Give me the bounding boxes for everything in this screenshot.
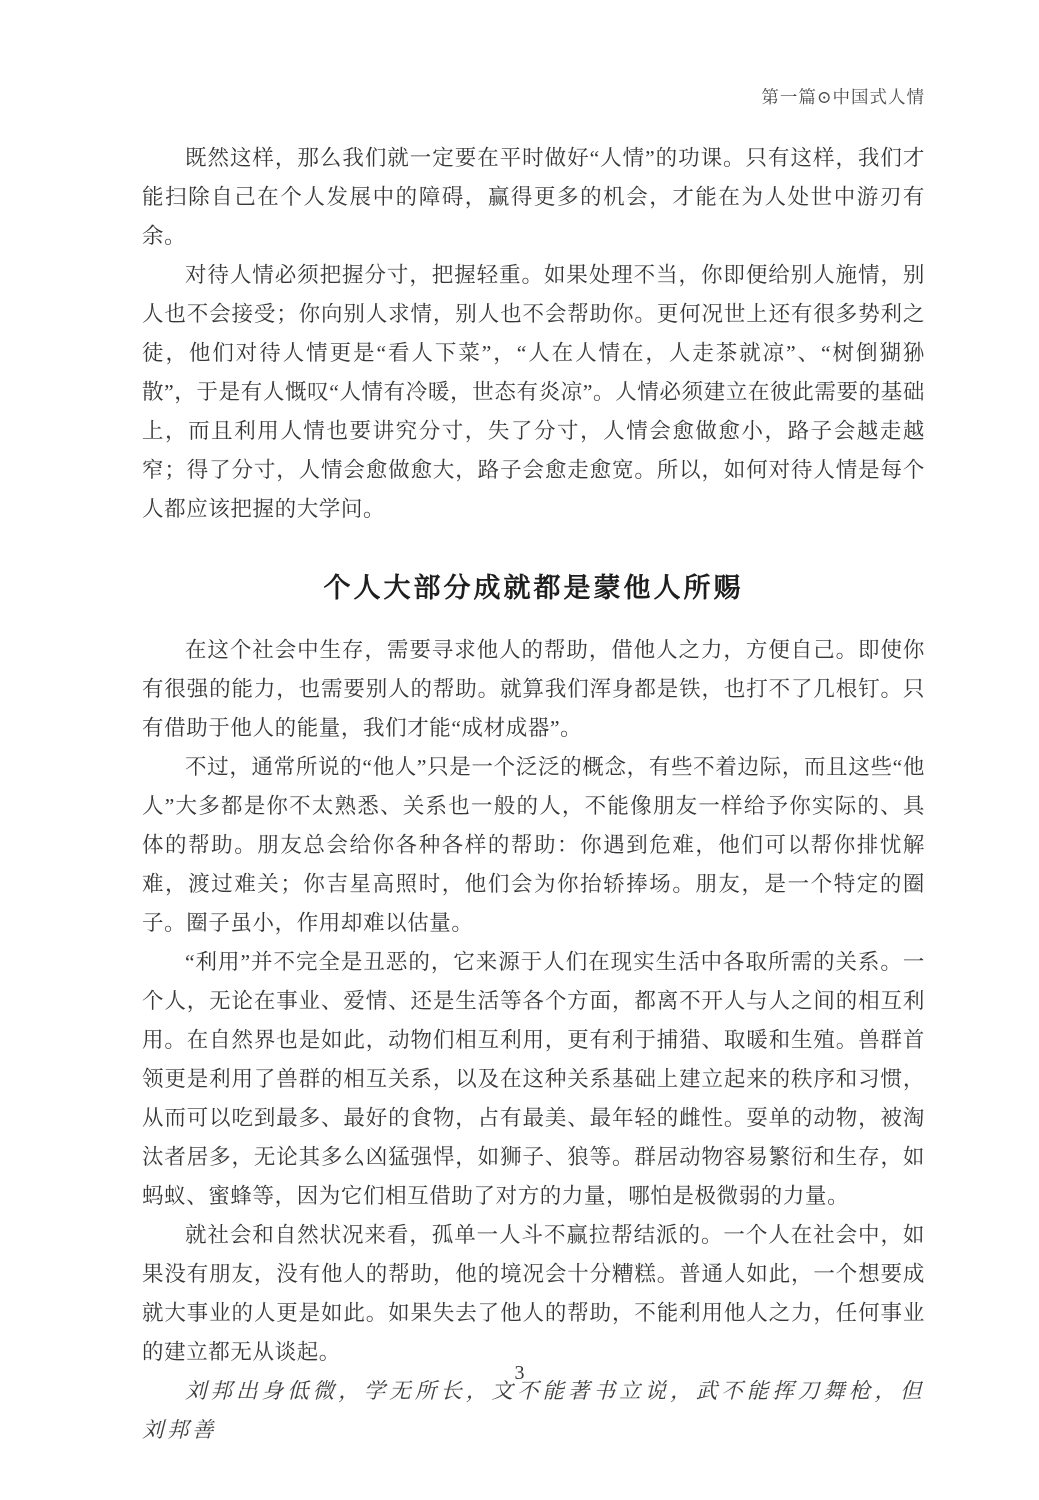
quote-paragraph: 刘邦出身低微，学无所长，文不能著书立说，武不能挥刀舞枪，但刘邦善 xyxy=(142,1379,925,1442)
section-heading: 个人大部分成就都是蒙他人所赐 xyxy=(323,573,744,603)
body-paragraph: 就社会和自然状况来看，孤单一人斗不赢拉帮结派的。一个人在社会中，如果没有朋友，没有他人的帮助，他的境况会十分糟糕。普通人如此，一个想要成就大事业的人更是如此。如果失去了他人的帮助，不能利用他人之力，任何事业的建立都无从谈起。 xyxy=(142,1223,925,1364)
running-head: 第一篇⊙中国式人情 xyxy=(761,87,925,107)
body-paragraph: “利用”并不完全是丑恶的，它来源于人们在现实生活中各取所需的关系。一个人，无论在事业、爱情、还是生活等各个方面，都离不开人与人之间的相互利用。在自然界也是如此，动物们相互利用，更有利于捕猎、取暖和生殖。兽群首领更是利用了兽群的相互关系，以及在这种关系基础上建立起来的秩序和习惯，从而可以吃到最多、最好的食物，占有最美、最年轻的雌性。耍单的动物，被淘汰者居多，无论其多么凶猛强悍，如狮子、狼等。群居动物容易繁衍和生存，如蚂蚁、蜜蜂等，因为它们相互借助了对方的力量，哪怕是极微弱的力量。 xyxy=(142,950,925,1208)
body-paragraph: 在这个社会中生存，需要寻求他人的帮助，借他人之力，方便自己。即使你有很强的能力，也需要别人的帮助。就算我们浑身都是铁，也打不了几根钉。只有借助于他人的能量，我们才能“成材成器”。 xyxy=(142,638,925,740)
body-paragraph: 不过，通常所说的“他人”只是一个泛泛的概念，有些不着边际，而且这些“他人”大多都是你不太熟悉、关系也一般的人，不能像朋友一样给予你实际的、具体的帮助。朋友总会给你各种各样的帮助：你遇到危难，他们可以帮你排忧解难，渡过难关；你吉星高照时，他们会为你抬轿捧场。朋友，是一个特定的圈子。圈子虽小，作用却难以估量。 xyxy=(142,755,925,935)
page-number: 3 xyxy=(514,1362,525,1384)
body-paragraph: 对待人情必须把握分寸，把握轻重。如果处理不当，你即便给别人施情，别人也不会接受；你向别人求情，别人也不会帮助你。更何况世上还有很多势利之徒，他们对待人情更是“看人下菜”，“人在人情在，人走茶就凉”、“树倒猢狲散”，于是有人慨叹“人情有冷暖，世态有炎凉”。人情必须建立在彼此需要的基础上，而且利用人情也要讲究分寸，失了分寸，人情会愈做愈小，路子会越走越窄；得了分寸，人情会愈做愈大，路子会愈走愈宽。所以，如何对待人情是每个人都应该把握的大学问。 xyxy=(142,263,925,521)
page-body xyxy=(142,139,925,1450)
body-paragraph: 既然这样，那么我们就一定要在平时做好“人情”的功课。只有这样，我们才能扫除自己在个人发展中的障碍，赢得更多的机会，才能在为人处世中游刃有余。 xyxy=(142,146,925,248)
